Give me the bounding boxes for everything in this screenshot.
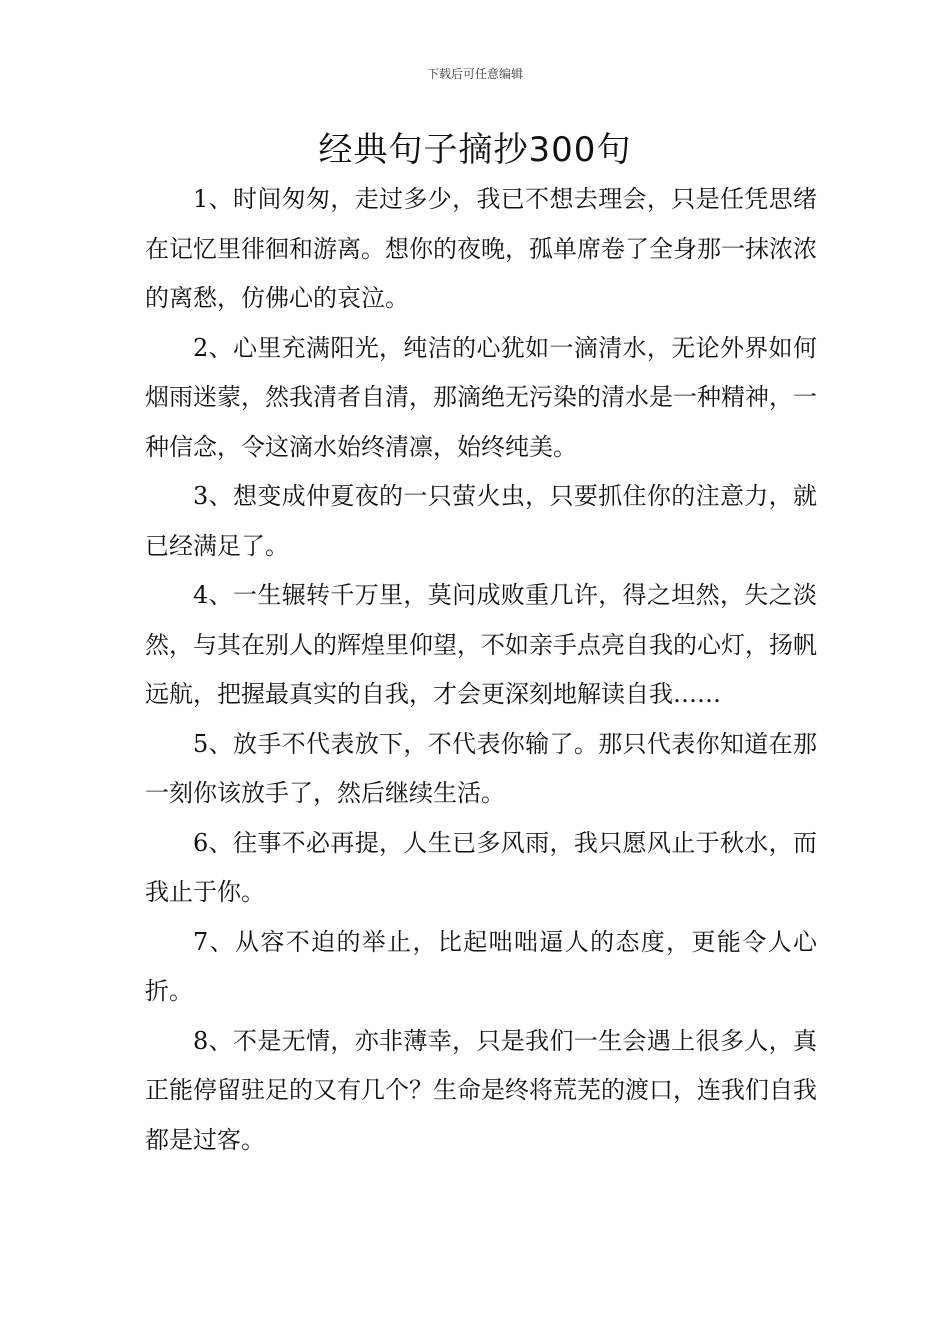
paragraph-8: 8、不是无情，亦非薄幸，只是我们一生会遇上很多人，真正能停留驻足的又有几个？生命是终将荒芜的渡口，连我们自我都是过客。 <box>145 1026 817 1154</box>
header-note: 下载后可任意编辑 <box>426 67 523 81</box>
paragraph-1: 1、时间匆匆，走过多少，我已不想去理会，只是任凭思绪在记忆里徘徊和游离。想你的夜晚，孤单席卷了全身那一抹浓浓的离愁，仿佛心的哀泣。 <box>145 185 817 312</box>
page-title: 经典句子摘抄300句 <box>318 130 632 170</box>
paragraph-4: 4、一生辗转千万里，莫问成败重几许，得之坦然，失之淡然，与其在别人的辉煌里仰望，不如亲手点亮自我的心灯，扬帆远航，把握最真实的自我，才会更深刻地解读自我…… <box>145 581 817 708</box>
paragraph-3: 3、想变成仲夏夜的一只萤火虫，只要抓住你的注意力，就已经满足了。 <box>145 482 817 560</box>
paragraph-6: 6、往事不必再提，人生已多风雨，我只愿风止于秋水，而我止于你。 <box>145 828 817 906</box>
paragraph-7: 7、从容不迫的举止，比起咄咄逼人的态度，更能令人心折。 <box>145 927 817 1005</box>
paragraph-5: 5、放手不代表放下，不代表你输了。那只代表你知道在那一刻你该放手了，然后继续生活。 <box>145 729 817 807</box>
paragraph-2: 2、心里充满阳光，纯洁的心犹如一滴清水，无论外界如何烟雨迷蒙，然我清者自清，那滴绝无污染的清水是一种精神，一种信念，令这滴水始终清凛，始终纯美。 <box>145 333 817 461</box>
document-body <box>145 175 817 1165</box>
